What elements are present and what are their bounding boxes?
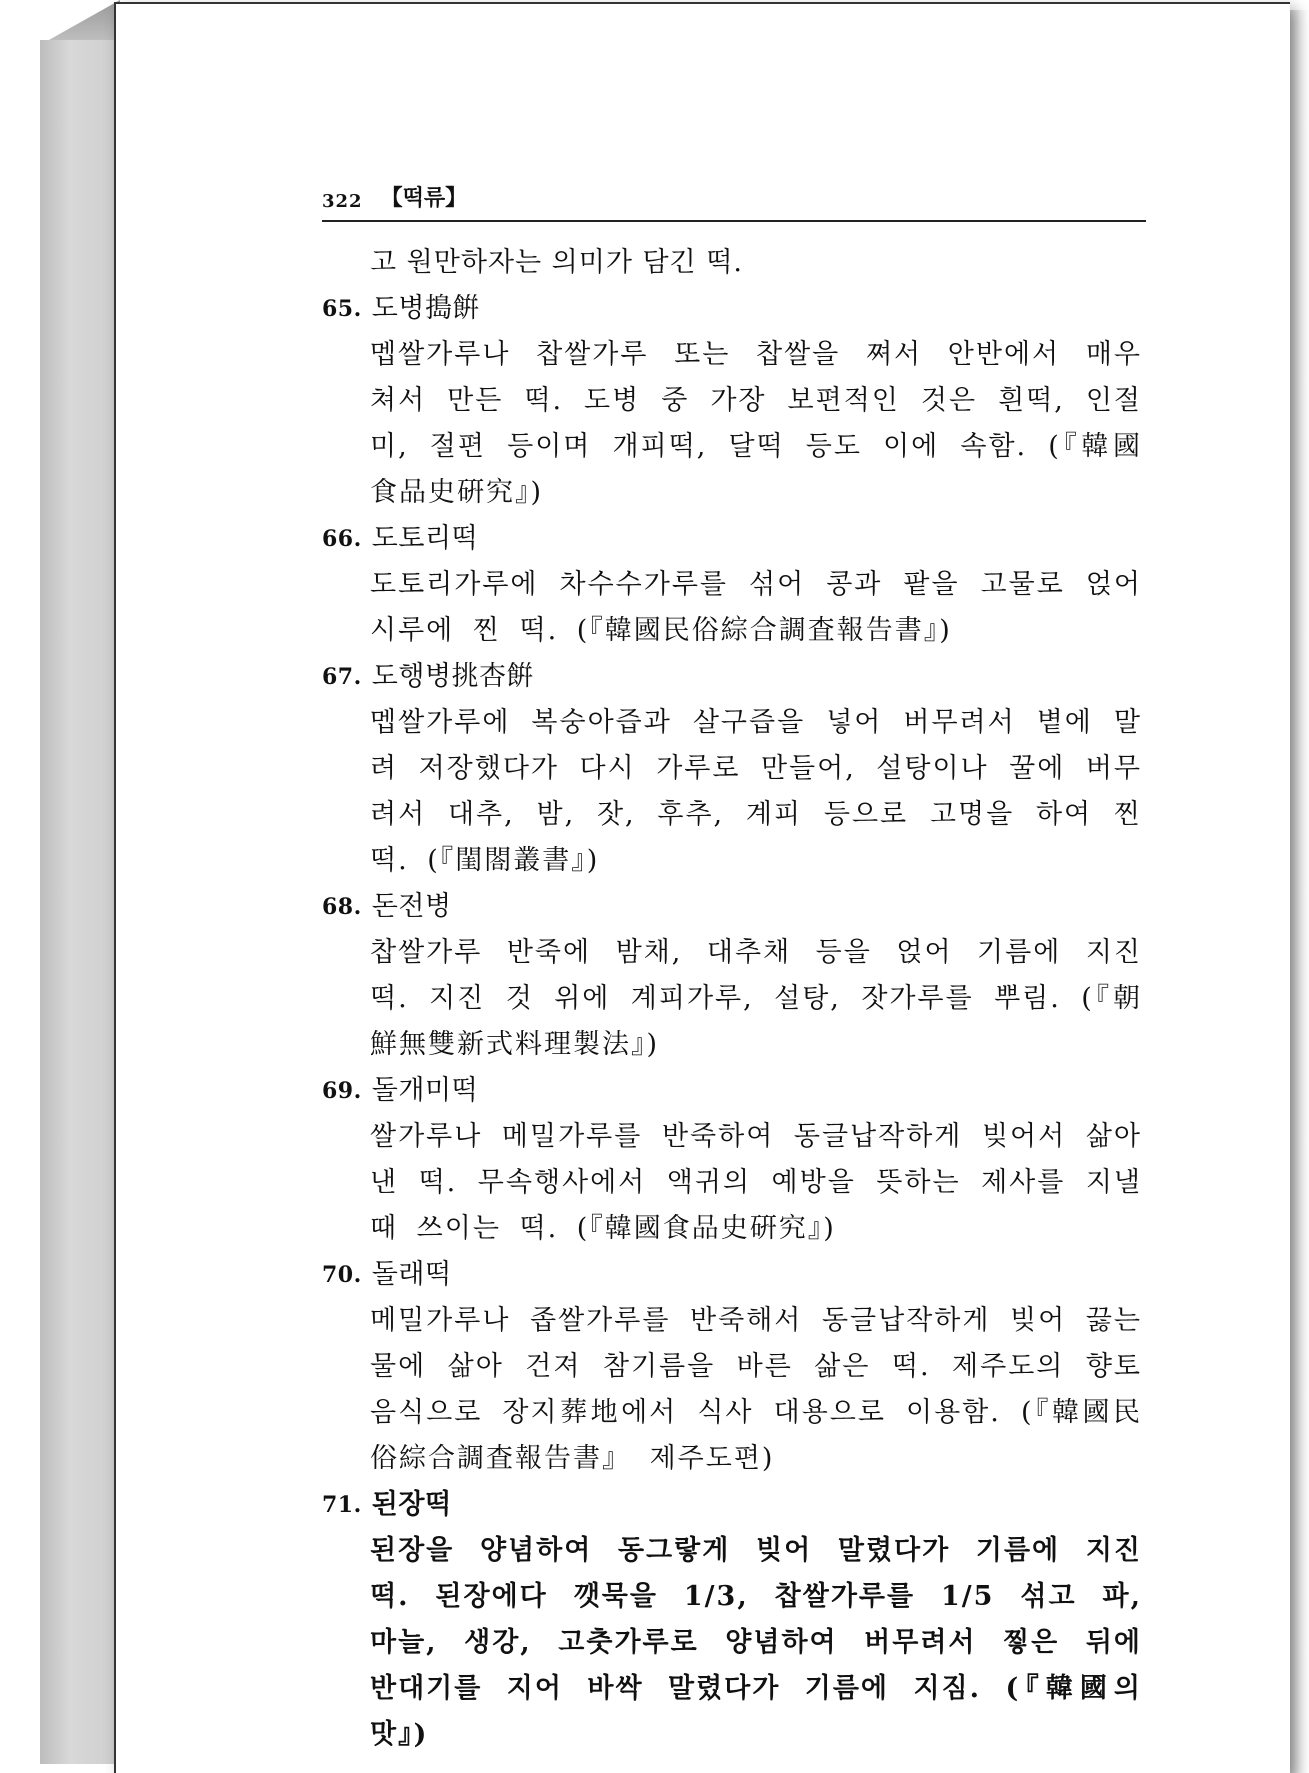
- entry-body: 멥쌀가루나 찹쌀가루 또는 찹쌀을 쪄서 안반에서 매우 쳐서 만든 떡. 도병 중 가장 보편적인 것은 흰떡, 인절미, 절편 등이며 개피떡, 달떡 등도 이에 속함. (『韓國食品史硏究』): [370, 339, 1142, 508]
- book-spine: [40, 40, 115, 1764]
- entry-number: 66.: [322, 526, 362, 552]
- running-head: [322, 178, 1146, 222]
- entry-heading: [322, 516, 1142, 562]
- entry-title: 도토리떡: [371, 523, 479, 554]
- entry-71: [322, 1482, 1142, 1758]
- section-title: 【떡류】: [380, 185, 468, 211]
- book-top-edge: [40, 0, 120, 45]
- page-number: 322: [322, 191, 363, 212]
- entry-body: 도토리가루에 차수수가루를 섞어 콩과 팥을 고물로 얹어 시루에 찐 떡. (『韓國民俗綜合調査報告書』): [370, 569, 1142, 646]
- entry-69: [322, 1068, 1142, 1252]
- entry-body: 쌀가루나 메밀가루를 반죽하여 동글납작하게 빚어서 삶아낸 떡. 무속행사에서 액귀의 예방을 뜻하는 제사를 지낼 때 쓰이는 떡. (『韓國食品史硏究』): [370, 1121, 1142, 1244]
- entry-body: 찹쌀가루 반죽에 밤채, 대추채 등을 얹어 기름에 지진 떡. 지진 것 위에 계피가루, 설탕, 잣가루를 뿌림. (『朝鮮無雙新式料理製法』): [370, 937, 1142, 1060]
- entry-heading: [322, 286, 1142, 332]
- entry-65: [322, 286, 1142, 516]
- entry-title: 도행병挑杏餠: [371, 661, 535, 692]
- entry-number: 68.: [322, 894, 362, 920]
- entry-67: [322, 654, 1142, 884]
- entry-66: [322, 516, 1142, 654]
- entry-70: [322, 1252, 1142, 1482]
- entry-heading: [322, 654, 1142, 700]
- entry-number: 70.: [322, 1262, 362, 1288]
- entry-body: 메밀가루나 좁쌀가루를 반죽해서 동글납작하게 빚어 끓는 물에 삶아 건져 참기름을 바른 삶은 떡. 제주도의 향토음식으로 장지葬地에서 식사 대용으로 이용함. (『韓國民俗綜合調査報告書』 제주도편): [370, 1305, 1142, 1474]
- page-edge-shadow: [1288, 10, 1309, 1773]
- entry-heading: [322, 884, 1142, 930]
- entry-title: 도병搗餠: [371, 293, 480, 324]
- entry-body: 된장을 양념하여 동그랗게 빚어 말렸다가 기름에 지진 떡. 된장에다 깻묵을 1/3, 찹쌀가루를 1/5 섞고 파, 마늘, 생강, 고춧가루로 양념하여 버무려서 찧은 뒤에 반대기를 지어 바싹 말렸다가 기름에 지짐. (『韓國의 맛』): [370, 1535, 1142, 1750]
- entry-title: 된장떡: [371, 1489, 452, 1520]
- entry-number: 67.: [322, 664, 362, 690]
- entry-heading: [322, 1068, 1142, 1114]
- entry-heading: [322, 1252, 1142, 1298]
- entry-title: 돌래떡: [371, 1259, 452, 1290]
- continued-text: 고 원만하자는 의미가 담긴 떡.: [370, 247, 743, 278]
- entry-number: 65.: [322, 296, 362, 322]
- entry-heading: [322, 1482, 1142, 1528]
- entry-number: 71.: [322, 1492, 362, 1518]
- entry-title: 돌개미떡: [371, 1075, 479, 1106]
- page-content: [322, 240, 1142, 1758]
- entry-number: 69.: [322, 1078, 362, 1104]
- entry-title: 돈전병: [371, 891, 452, 922]
- entry-68: [322, 884, 1142, 1068]
- entry-body: 멥쌀가루에 복숭아즙과 살구즙을 넣어 버무려서 볕에 말려 저장했다가 다시 가루로 만들어, 설탕이나 꿀에 버무려서 대추, 밤, 잣, 후추, 계피 등으로 고명을 하여 찐 떡. (『閨閤叢書』): [370, 707, 1142, 876]
